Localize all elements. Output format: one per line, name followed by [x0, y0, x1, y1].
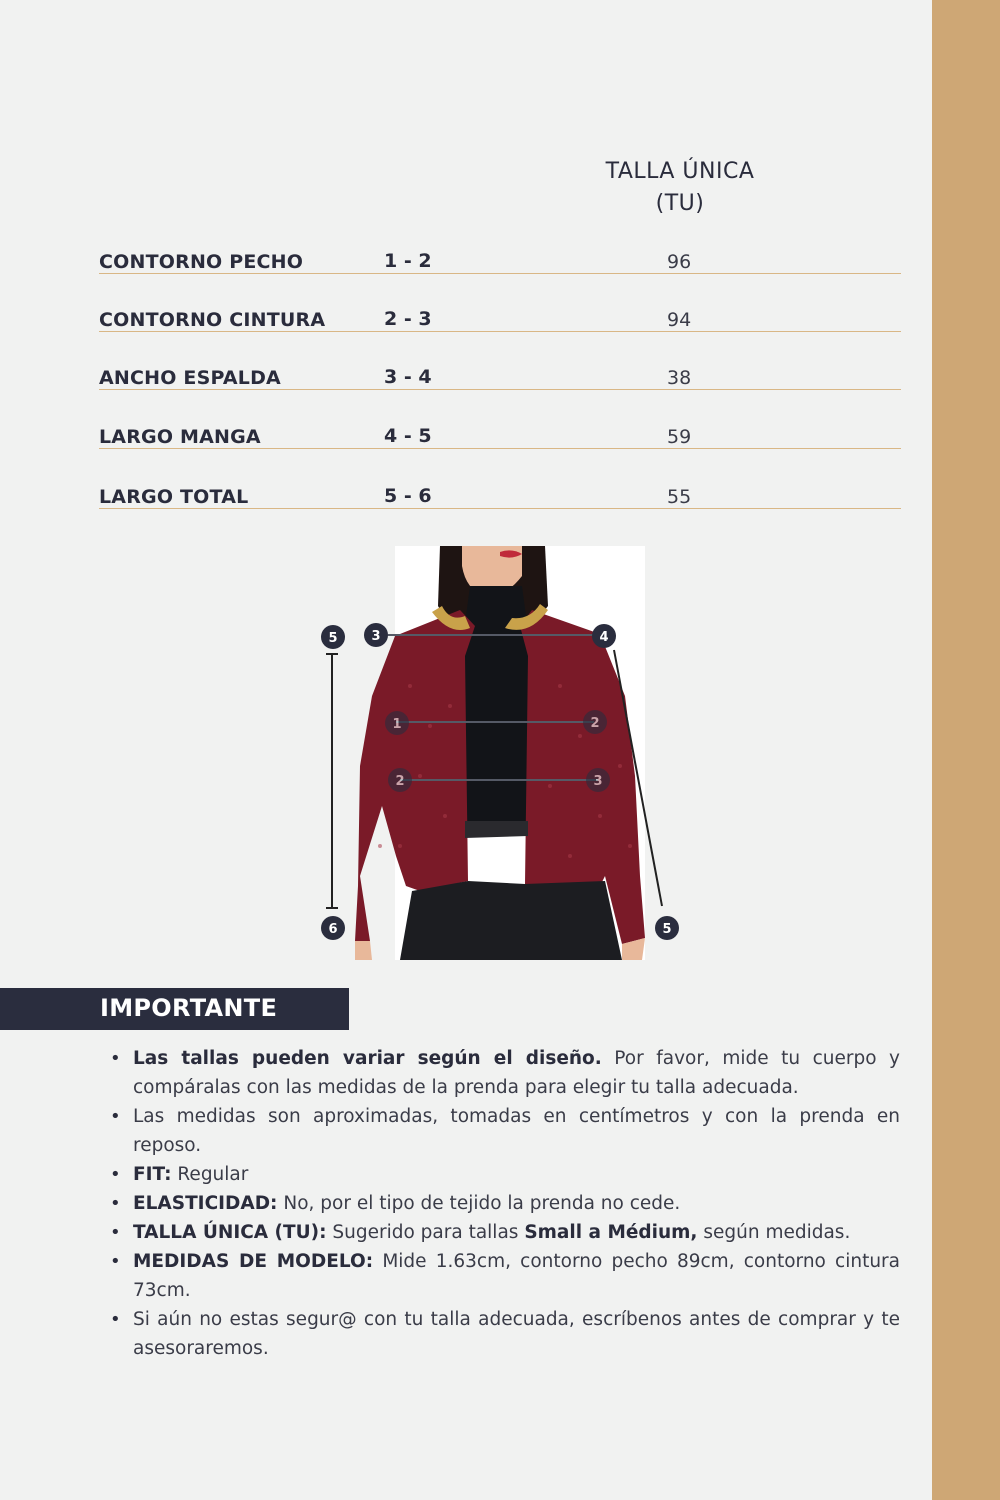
marker-2-chest-right: [583, 710, 607, 734]
turtleneck: [466, 586, 526, 616]
hand-left: [355, 941, 372, 960]
row-label: LARGO MANGA: [99, 426, 261, 448]
row-range: 5 - 6: [384, 485, 432, 507]
marker-5-top: [321, 625, 345, 649]
svg-text:2: 2: [590, 716, 600, 731]
row-value: 55: [667, 486, 692, 508]
table-row: [99, 350, 901, 390]
marker-2-waist-left: [388, 768, 412, 792]
row-value: 38: [667, 367, 692, 389]
table-row: [99, 292, 901, 332]
row-value: 94: [667, 309, 692, 331]
list-item: [110, 1218, 900, 1247]
list-item: [110, 1044, 900, 1102]
black-top: [460, 616, 532, 821]
svg-text:6: 6: [328, 922, 338, 937]
list-item: [110, 1305, 900, 1363]
marker-3-waist-right: [586, 768, 610, 792]
row-range: 4 - 5: [384, 425, 432, 447]
note-bold-2: Small a Médium,: [524, 1222, 698, 1243]
size-header-line1: TALLA ÚNICA: [605, 159, 755, 184]
row-range: 1 - 2: [384, 250, 432, 272]
important-notes-list: [110, 1044, 900, 1363]
note-text: Mide 1.63cm, contorno pecho 89cm, contorno cintura 73cm.: [133, 1251, 900, 1301]
svg-text:4: 4: [599, 630, 609, 645]
table-row: [99, 234, 901, 274]
row-label: ANCHO ESPALDA: [99, 367, 281, 389]
note-text: No, por el tipo de tejido la prenda no cede.: [277, 1193, 681, 1214]
note-text: Por favor, mide tu cuerpo y compáralas con las medidas de la prenda para elegir tu talla adecuada.: [133, 1048, 900, 1098]
marker-3-shoulder-left: [364, 623, 388, 647]
row-value: 59: [667, 426, 692, 448]
row-value: 96: [667, 251, 692, 273]
list-item: [110, 1160, 900, 1189]
note-text: Sugerido para tallas: [326, 1222, 525, 1243]
note-bold: TALLA ÚNICA (TU):: [133, 1222, 327, 1243]
svg-text:5: 5: [328, 631, 338, 646]
svg-text:1: 1: [392, 717, 402, 732]
note-bold: ELASTICIDAD:: [133, 1193, 278, 1214]
marker-6-bottom: [321, 916, 345, 940]
svg-text:3: 3: [593, 774, 603, 789]
size-header-line2: (TU): [655, 191, 705, 216]
jacket-illustration: [300, 546, 700, 960]
side-accent-bar: [932, 0, 1000, 1500]
leather-pants: [400, 881, 622, 960]
row-range: 3 - 4: [384, 366, 432, 388]
row-range: 2 - 3: [384, 308, 432, 330]
marker-1-chest-left: [385, 711, 409, 735]
waist-band: [465, 821, 528, 838]
jacket-diagram: [300, 546, 700, 960]
svg-text:5: 5: [662, 922, 672, 937]
list-item: [110, 1247, 900, 1305]
note-bold: FIT:: [133, 1164, 172, 1185]
note-text: Si aún no estas segur@ con tu talla adecuada, escríbenos antes de comprar y te asesoraremos.: [133, 1309, 900, 1359]
important-banner: [0, 988, 349, 1030]
important-title: IMPORTANTE: [100, 994, 278, 1022]
marker-5-sleeve-end: [655, 916, 679, 940]
marker-4-shoulder-right: [592, 624, 616, 648]
size-column-header: [580, 156, 780, 220]
note-text: Regular: [171, 1164, 249, 1185]
row-label: LARGO TOTAL: [99, 486, 249, 508]
svg-text:2: 2: [395, 774, 405, 789]
table-row: [99, 469, 901, 509]
row-label: CONTORNO CINTURA: [99, 309, 326, 331]
note-bold: Las tallas pueden variar según el diseño.: [133, 1048, 602, 1069]
note-text-2: según medidas.: [697, 1222, 851, 1243]
list-item: [110, 1102, 900, 1160]
svg-text:3: 3: [371, 629, 381, 644]
note-text: Las medidas son aproximadas, tomadas en centímetros y con la prenda en reposo.: [133, 1106, 900, 1156]
row-label: CONTORNO PECHO: [99, 251, 304, 273]
list-item: [110, 1189, 900, 1218]
note-bold: MEDIDAS DE MODELO:: [133, 1251, 374, 1272]
table-row: [99, 409, 901, 449]
